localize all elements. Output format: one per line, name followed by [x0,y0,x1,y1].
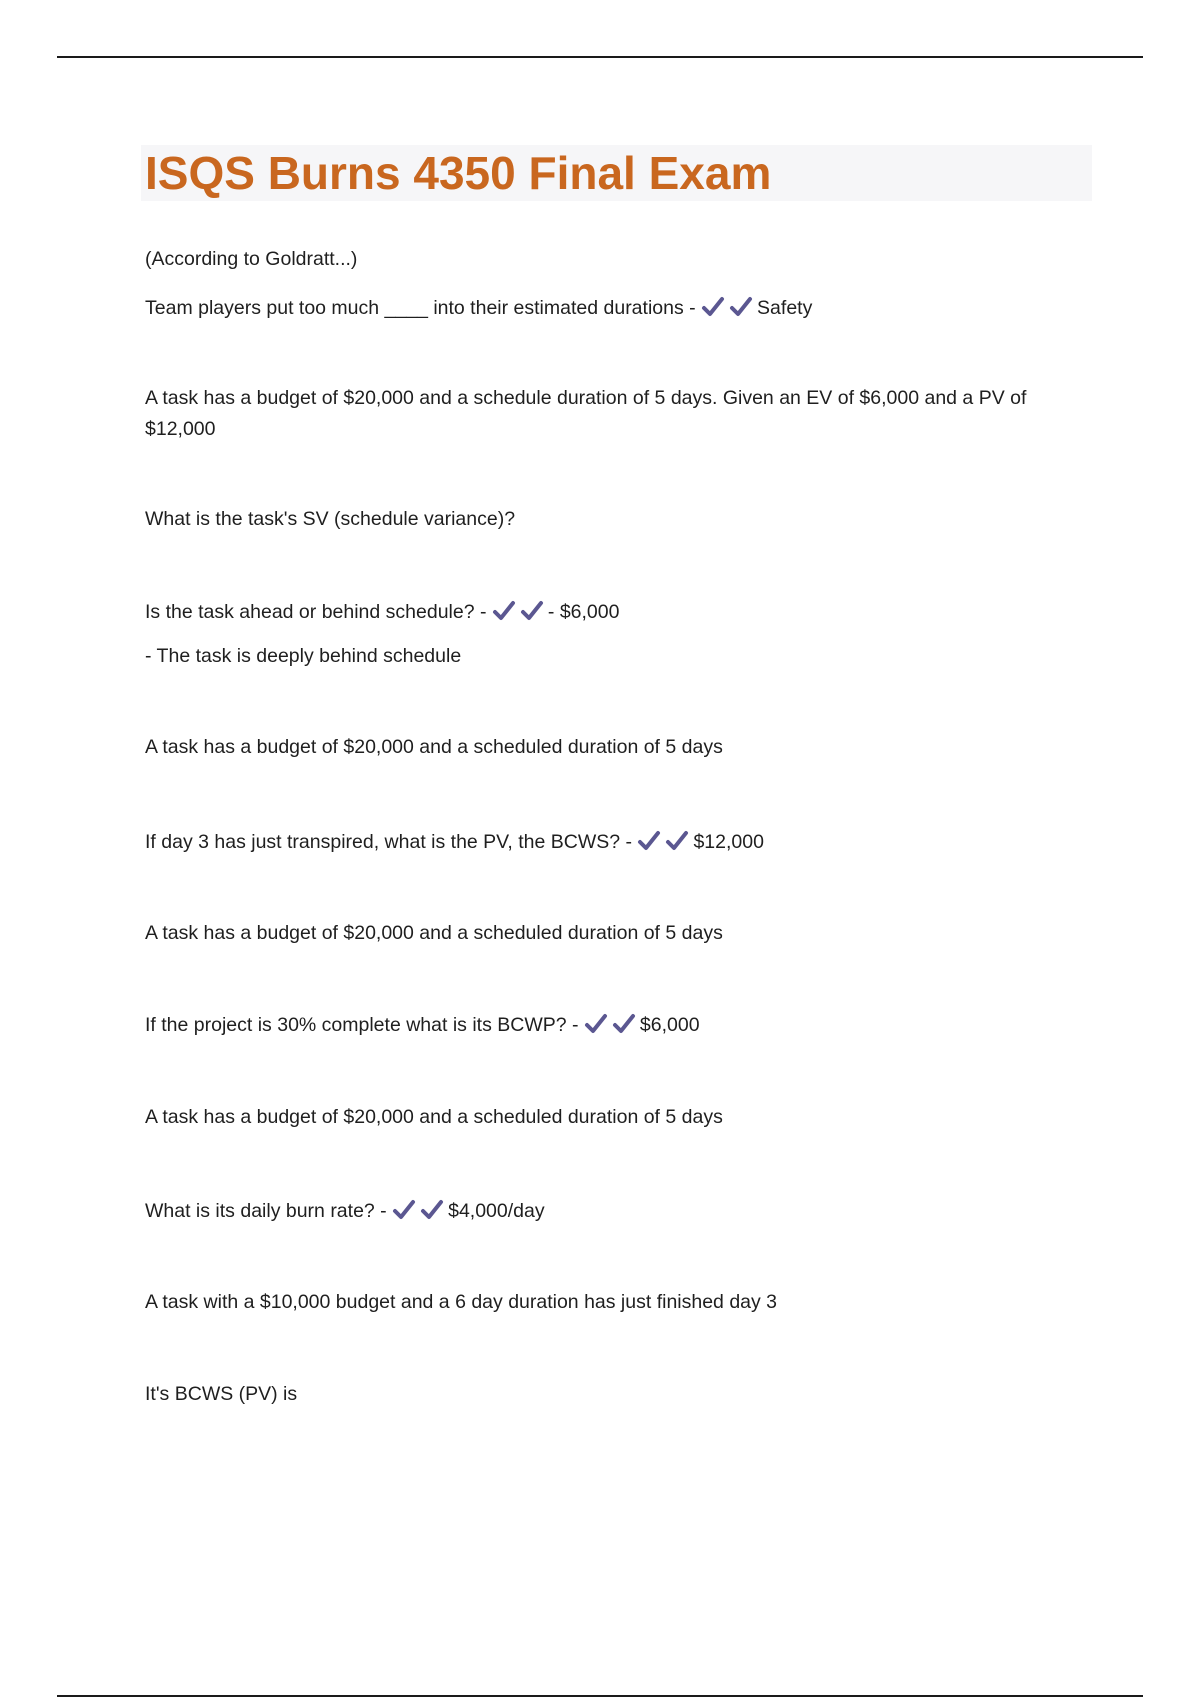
text-line: - The task is deeply behind schedule [145,645,462,667]
check-icon [584,1013,608,1035]
text-line: A task has a budget of $20,000 and a scheduled duration of 5 days [145,736,723,758]
question-text: If day 3 has just transpired, what is the PV, the BCWS? - [145,831,638,853]
answer-text: Safety [757,297,813,319]
check-icon [637,830,661,852]
check-icon [701,296,725,318]
text-line: (According to Goldratt...) [145,248,358,270]
text-line: It's BCWS (PV) is [145,1383,298,1405]
text-line: A task has a budget of $20,000 and a scheduled duration of 5 days [145,922,723,944]
bottom-rule [57,1695,1143,1697]
text-line: A task with a $10,000 budget and a 6 day duration has just finished day 3 [145,1291,778,1313]
question-text: What is its daily burn rate? - [145,1200,393,1222]
qa-line [145,1196,545,1227]
check-icon [392,1199,416,1221]
page-title: ISQS Burns 4350 Final Exam [145,147,772,199]
qa-line [145,1010,700,1041]
check-icon [612,1013,636,1035]
answer-text: - $6,000 [547,601,620,623]
qa-line [145,293,812,324]
question-text: Team players put too much ____ into their estimated durations - [145,297,702,319]
top-rule [57,56,1143,58]
answer-text: $6,000 [639,1014,700,1036]
question-text: If the project is 30% complete what is its BCWP? - [145,1014,584,1036]
question-text: Is the task ahead or behind schedule? - [145,601,492,623]
check-icon [420,1199,444,1221]
text-line: A task has a budget of $20,000 and a scheduled duration of 5 days [145,1106,723,1128]
text-line: What is the task's SV (schedule variance)? [145,508,516,530]
check-icon [729,296,753,318]
check-icon [492,600,516,622]
check-icon [520,600,544,622]
answer-text: $12,000 [693,831,764,853]
answer-text: $4,000/day [448,1200,545,1222]
check-icon [665,830,689,852]
qa-line [145,597,619,628]
text-line: A task has a budget of $20,000 and a schedule duration of 5 days. Given an EV of $6,000 and a PV of $12,000 [145,387,1027,440]
qa-line [145,827,764,858]
